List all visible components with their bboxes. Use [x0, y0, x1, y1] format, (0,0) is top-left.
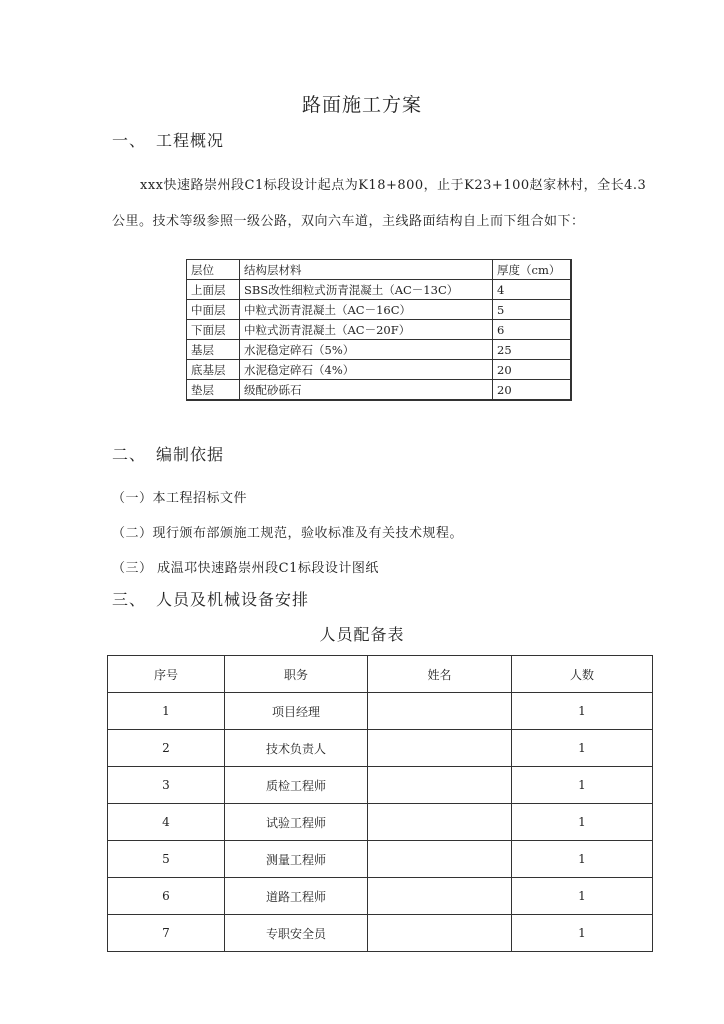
- layer-cell: 垫层: [187, 380, 240, 401]
- staff-table: [107, 655, 653, 952]
- section-3-number: 三、: [112, 590, 147, 609]
- overview-paragraph-line-1: xxx快速路崇州段C1标段设计起点为K18+800，止于K23+100赵家林村，全长4.3: [140, 178, 647, 193]
- overview-paragraph-line-2: 公里。技术等级参照一级公路，双向六车道，主线路面结构自上而下组合如下：: [112, 214, 585, 229]
- header-layer: 层位: [187, 260, 240, 280]
- no-cell: 4: [108, 804, 225, 841]
- header-no: 序号: [108, 656, 225, 693]
- layer-cell: 下面层: [187, 320, 240, 340]
- count-cell: 1: [512, 878, 653, 915]
- count-cell: 1: [512, 804, 653, 841]
- table-row: [108, 693, 653, 730]
- table-row: [187, 360, 572, 380]
- section-2-heading: [112, 442, 224, 465]
- position-cell: 专职安全员: [225, 915, 368, 952]
- header-count: 人数: [512, 656, 653, 693]
- table-row: [187, 340, 572, 360]
- table-row: [187, 380, 572, 401]
- no-cell: 6: [108, 878, 225, 915]
- header-material: 结构层材料: [240, 260, 493, 280]
- header-thickness: 厚度（cm）: [493, 260, 572, 280]
- layer-cell: 中面层: [187, 300, 240, 320]
- position-cell: 项目经理: [225, 693, 368, 730]
- section-1-number: 一、: [112, 131, 147, 150]
- no-cell: 7: [108, 915, 225, 952]
- material-cell: 水泥稳定碎石（5%）: [240, 340, 493, 360]
- thickness-cell: 20: [493, 360, 572, 380]
- section-3-title: 人员及机械设备安排: [156, 590, 310, 609]
- position-cell: 质检工程师: [225, 767, 368, 804]
- name-cell: [368, 767, 512, 804]
- section-2-number: 二、: [112, 445, 147, 464]
- no-cell: 1: [108, 693, 225, 730]
- section-1-heading: [112, 128, 224, 151]
- position-cell: 技术负责人: [225, 730, 368, 767]
- count-cell: 1: [512, 730, 653, 767]
- header-name: 姓名: [368, 656, 512, 693]
- position-cell: 道路工程师: [225, 878, 368, 915]
- no-cell: 3: [108, 767, 225, 804]
- position-cell: 测量工程师: [225, 841, 368, 878]
- table-row: [108, 767, 653, 804]
- thickness-cell: 4: [493, 280, 572, 300]
- table-row: [108, 878, 653, 915]
- thickness-cell: 6: [493, 320, 572, 340]
- table-row: [108, 841, 653, 878]
- thickness-cell: 5: [493, 300, 572, 320]
- name-cell: [368, 693, 512, 730]
- thickness-cell: 25: [493, 340, 572, 360]
- basis-item-1: （一）本工程招标文件: [112, 491, 248, 506]
- material-cell: 中粒式沥青混凝土（AC－16C）: [240, 300, 493, 320]
- basis-item-2: （二）现行颁布部颁施工规范，验收标准及有关技术规程。: [112, 526, 464, 541]
- pavement-structure-table: [186, 259, 572, 401]
- layer-cell: 底基层: [187, 360, 240, 380]
- table-row: [108, 730, 653, 767]
- material-cell: 水泥稳定碎石（4%）: [240, 360, 493, 380]
- count-cell: 1: [512, 693, 653, 730]
- header-position: 职务: [225, 656, 368, 693]
- section-3-heading: [112, 587, 309, 610]
- section-2-title: 编制依据: [156, 445, 225, 464]
- table-row: [187, 320, 572, 340]
- material-cell: SBS改性细粒式沥青混凝土（AC－13C）: [240, 280, 493, 300]
- count-cell: 1: [512, 767, 653, 804]
- document-title: 路面施工方案: [301, 94, 422, 116]
- structure-table-header: [187, 260, 572, 280]
- name-cell: [368, 878, 512, 915]
- count-cell: 1: [512, 841, 653, 878]
- table-row: [108, 915, 653, 952]
- layer-cell: 上面层: [187, 280, 240, 300]
- table-row: [187, 280, 572, 300]
- name-cell: [368, 915, 512, 952]
- count-cell: 1: [512, 915, 653, 952]
- thickness-cell: 20: [493, 380, 572, 401]
- material-cell: 级配砂砾石: [240, 380, 493, 401]
- staff-table-header: [108, 656, 653, 693]
- material-cell: 中粒式沥青混凝土（AC－20F）: [240, 320, 493, 340]
- name-cell: [368, 804, 512, 841]
- layer-cell: 基层: [187, 340, 240, 360]
- section-1-title: 工程概况: [156, 131, 225, 150]
- name-cell: [368, 841, 512, 878]
- basis-item-3: （三） 成温邛快速路崇州段C1标段设计图纸: [112, 561, 379, 576]
- no-cell: 5: [108, 841, 225, 878]
- no-cell: 2: [108, 730, 225, 767]
- staff-table-title: 人员配备表: [319, 625, 405, 644]
- table-row: [108, 804, 653, 841]
- name-cell: [368, 730, 512, 767]
- table-row: [187, 300, 572, 320]
- position-cell: 试验工程师: [225, 804, 368, 841]
